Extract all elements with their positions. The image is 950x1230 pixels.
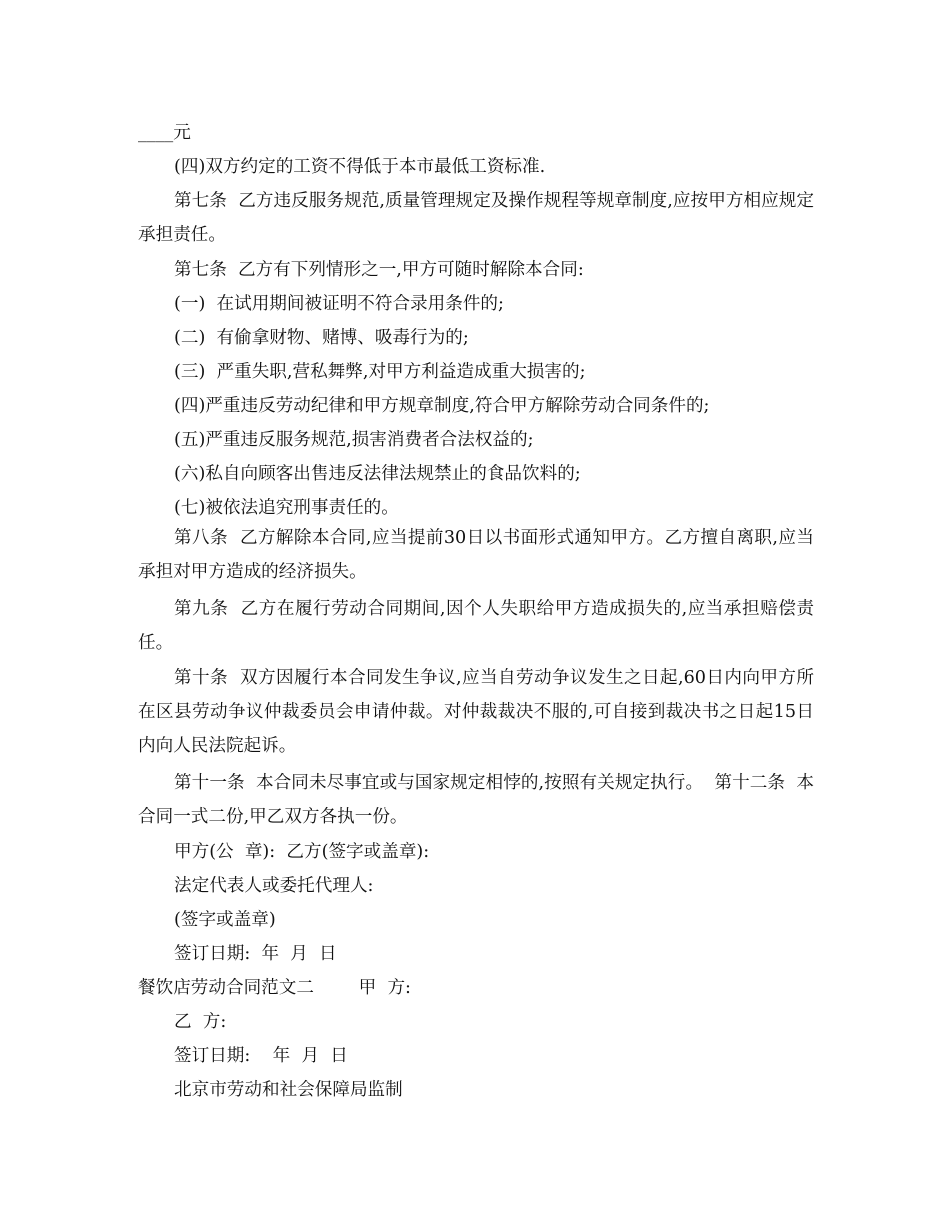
list-item-5: (五)严重违反服务规范,损害消费者合法权益的; <box>174 430 534 450</box>
list-item-3: (三) 严重失职,营私舞弊,对甲方利益造成重大损害的; <box>174 362 586 382</box>
paragraph-salary-unit: ____元 <box>138 123 191 143</box>
list-item-2: (二) 有偷拿财物、赌博、吸毒行为的; <box>174 328 469 348</box>
signature-note: (签字或盖章) <box>174 910 276 930</box>
paragraph-article-7-termination: 第七条 乙方有下列情形之一,甲方可随时解除本合同: <box>174 260 584 280</box>
party-b-label: 乙 方: <box>174 1012 227 1032</box>
signing-date-2: 签订日期: 年 月 日 <box>174 1046 348 1066</box>
paragraph-min-wage: (四)双方约定的工资不得低于本市最低工资标准. <box>174 157 546 177</box>
supervisor-note: 北京市劳动和社会保障局监制 <box>174 1080 403 1100</box>
paragraph-article-10: 第十条 双方因履行本合同发生争议,应当自劳动争议发生之日起,60日内向甲方所在区县劳动争议仲裁委员会申请仲裁。对仲裁裁决不服的,可自接到裁决书之日起15日内向人民法院起诉。 <box>138 668 814 756</box>
paragraph-article-8: 第八条 乙方解除本合同,应当提前30日以书面形式通知甲方。乙方擅自离职,应当承担对甲方造成的经济损失。 <box>138 528 814 582</box>
signing-date: 签订日期: 年 月 日 <box>174 944 337 964</box>
list-item-4: (四)严重违反劳动纪律和甲方规章制度,符合甲方解除劳动合同条件的; <box>174 396 710 416</box>
paragraph-article-9: 第九条 乙方在履行劳动合同期间,因个人失职给甲方造成损失的,应当承担赔偿责任。 <box>138 599 814 653</box>
paragraph-article-11-12: 第十一条 本合同未尽事宜或与国家规定相悖的,按照有关规定执行。 第十二条 本合同一式二份,甲乙双方各执一份。 <box>138 773 814 827</box>
legal-representative: 法定代表人或委托代理人: <box>174 876 374 896</box>
list-item-6: (六)私自向顾客出售违反法律法规禁止的食品饮料的; <box>174 464 581 484</box>
paragraph-article-7-liability: 第七条 乙方违反服务规范,质量管理规定及操作规程等规章制度,应按甲方相应规定承担责任。 <box>138 191 814 245</box>
signature-parties: 甲方(公 章): 乙方(签字或盖章): <box>174 842 430 862</box>
template-two-heading: 餐饮店劳动合同范文二 甲 方: <box>138 978 411 998</box>
list-item-7: (七)被依法追究刑事责任的。 <box>174 498 399 518</box>
list-item-1: (一) 在试用期间被证明不符合录用条件的; <box>174 294 504 314</box>
